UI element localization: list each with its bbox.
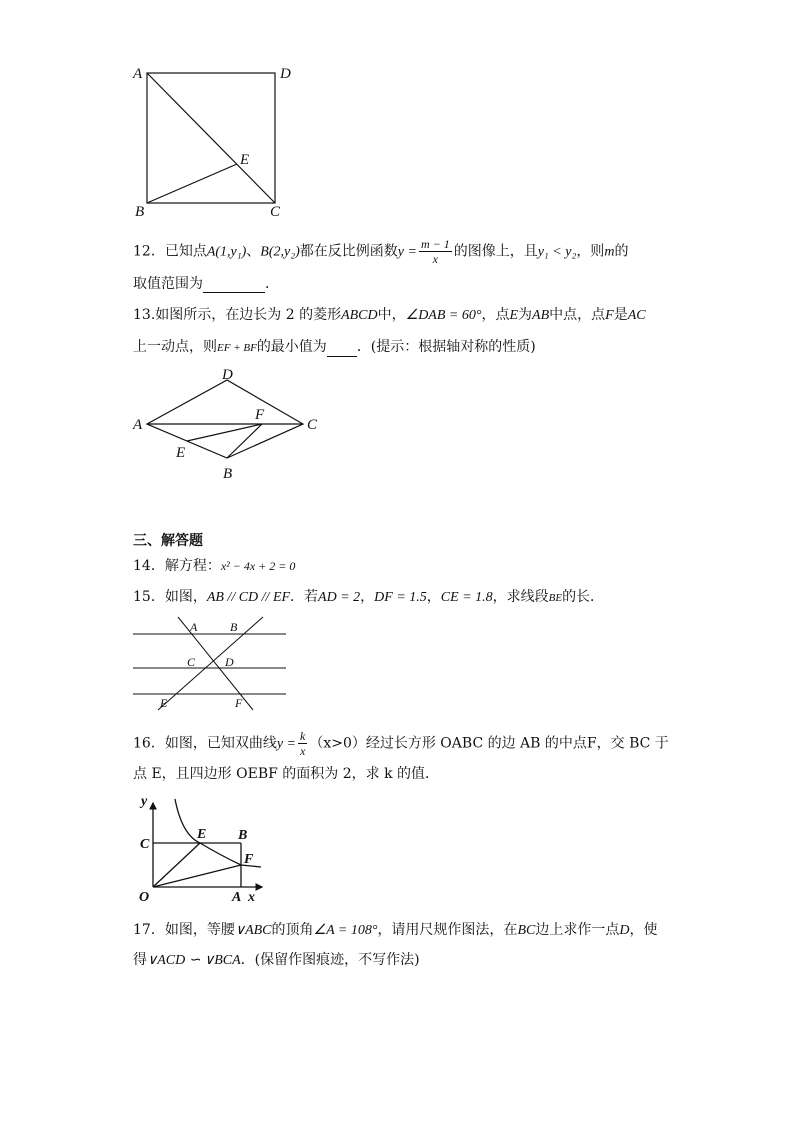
- q15-e: ，求线段: [492, 589, 549, 605]
- label-o: O: [139, 890, 150, 905]
- label-f: F: [235, 696, 243, 710]
- q17-text: 17．如图，等腰: [133, 922, 235, 938]
- label-d: D: [280, 66, 291, 82]
- q17-similar: ∨ACD ∽ ∨BCA: [147, 953, 241, 968]
- segment-ef: [187, 424, 262, 441]
- label-c: C: [270, 204, 281, 220]
- q16-text: 16．如图，已知双曲线: [133, 735, 277, 752]
- q13-line2c: ．(提示：根据轴对称的性质): [356, 339, 536, 355]
- q17-c: ，请用尺规作图法，在: [377, 922, 518, 938]
- q15-c: ，: [360, 589, 375, 605]
- q12-y-eq: y =: [397, 244, 417, 260]
- q15-ad: AD = 2: [318, 590, 361, 605]
- q16-frac-num: k: [300, 729, 306, 743]
- q15-text: 15．如图，: [133, 589, 207, 605]
- parallel-lines-figure: [130, 615, 290, 715]
- q12-de: 的: [614, 243, 629, 260]
- q17-d: 边上求作一点: [535, 922, 620, 938]
- q15-df: DF = 1.5: [374, 590, 427, 605]
- q12-point-b: B(2,y₂): [260, 244, 300, 260]
- q17-triangle: ∨ABC: [234, 923, 272, 938]
- q13-p2: 为: [518, 307, 533, 323]
- label-c: C: [140, 837, 150, 852]
- label-c: C: [187, 655, 196, 669]
- q14-line: [133, 557, 295, 575]
- q17-b: 的顶角: [271, 922, 314, 938]
- label-b: B: [135, 204, 145, 220]
- q12-text-after: 的图像上，且: [453, 243, 538, 260]
- label-d: D: [222, 367, 233, 383]
- label-e: E: [176, 445, 186, 461]
- q13-ab: AB: [532, 308, 550, 323]
- label-e: E: [160, 696, 168, 710]
- transversal-be: [158, 617, 263, 710]
- label-b: B: [238, 828, 248, 843]
- q13-zhong: 中，: [377, 307, 406, 323]
- q13-text: 13.如图所示，在边长为 2 的菱形: [133, 307, 342, 323]
- q12-m: m: [604, 244, 615, 260]
- segment-of: [153, 865, 241, 887]
- q12-line2: [133, 275, 279, 293]
- q15-parallel: AB // CD // EF: [206, 590, 291, 605]
- q12-condition: y₁ < y₂: [537, 244, 577, 260]
- q16-line2: [133, 765, 439, 783]
- label-d: D: [225, 655, 234, 669]
- label-a: A: [133, 417, 143, 433]
- q16-frac-den: x: [300, 744, 306, 758]
- q12-frac-num: m − 1: [420, 237, 450, 251]
- q12-line2-end: ．: [265, 276, 279, 292]
- label-b: B: [223, 466, 233, 482]
- q13-line1: [133, 306, 646, 325]
- label-a: A: [232, 890, 242, 905]
- q16-line2-text: 点 E，且四边形 OEBF 的面积为 2，求 k 的值．: [133, 766, 440, 782]
- q15-ce: CE = 1.8: [440, 590, 493, 605]
- section-heading: 三、解答题: [133, 533, 203, 549]
- label-b: B: [230, 620, 238, 634]
- q15-d: ，: [426, 589, 441, 605]
- label-x: x: [248, 890, 255, 905]
- q13-e: E: [509, 308, 519, 323]
- label-y: y: [141, 795, 148, 809]
- rhombus-figure: [130, 362, 330, 487]
- q17-line1: [133, 921, 657, 940]
- q17-line2: [133, 951, 420, 970]
- segment-bf: [227, 424, 262, 458]
- q16-y: y =: [276, 736, 296, 752]
- q14-text: 14．解方程：: [133, 558, 221, 574]
- hyperbola-figure: [130, 795, 270, 905]
- diagonal-ac: [147, 73, 275, 203]
- q15-line: [133, 588, 604, 607]
- segment-be: [147, 164, 237, 203]
- q15-be: BE: [548, 592, 563, 604]
- label-e: E: [240, 152, 250, 168]
- q12-text-mid: 都在反比例函数: [299, 243, 398, 260]
- q16-text-b: （x>0）经过长方形 OABC 的边 AB 的中点F，交 BC 于: [309, 735, 669, 752]
- q17-line2a: 得: [133, 952, 147, 968]
- label-e: E: [197, 827, 207, 842]
- q17-e: ，使: [629, 922, 658, 938]
- q15-f: 的长．: [562, 589, 605, 605]
- q12-fraction: [419, 237, 452, 266]
- q17-point-d: D: [619, 923, 630, 938]
- q16-fraction: [298, 729, 307, 758]
- q13-line2a: 上一动点，则: [133, 339, 217, 355]
- q13-answer-blank[interactable]: [327, 342, 357, 357]
- q12-text-end: ，则: [576, 243, 605, 260]
- q13-line2b: 的最小值为: [256, 339, 327, 355]
- rhombus-outline: [147, 380, 303, 458]
- q12-text: 12．已知点: [133, 243, 207, 260]
- q15-b: ．若: [290, 589, 319, 605]
- label-c: C: [307, 417, 318, 433]
- label-f: F: [244, 852, 254, 867]
- segment-oe: [153, 843, 200, 887]
- q13-angle: ∠DAB = 60°: [405, 308, 482, 323]
- q17-angle: ∠A = 108°: [313, 923, 378, 938]
- q12-line2-text: 取值范围为: [133, 276, 203, 292]
- q13-p4: 是: [613, 307, 628, 323]
- label-a: A: [133, 66, 143, 82]
- q13-line2: [133, 338, 536, 357]
- square-figure: [130, 60, 300, 225]
- q12-answer-blank[interactable]: [203, 278, 265, 293]
- q12-line1: [133, 237, 628, 266]
- q13-p1: ，点: [481, 307, 510, 323]
- q12-sep: 、: [246, 243, 261, 260]
- q12-frac-den: x: [432, 252, 438, 266]
- q16-line1: [133, 729, 669, 758]
- q13-abcd: ABCD: [341, 308, 378, 323]
- q13-efbf: EF + BF: [217, 342, 257, 354]
- q13-ac: AC: [627, 308, 646, 323]
- q13-f: F: [605, 308, 614, 323]
- label-a: A: [190, 620, 198, 634]
- label-f: F: [255, 407, 265, 423]
- q14-equation: x² − 4x + 2 = 0: [220, 559, 296, 573]
- q12-point-a: A(1,y₁): [206, 244, 247, 260]
- q17-line2b: ．(保留作图痕迹，不写作法): [240, 952, 420, 968]
- q13-p3: 中点，点: [549, 307, 606, 323]
- q17-bc: BC: [517, 923, 536, 938]
